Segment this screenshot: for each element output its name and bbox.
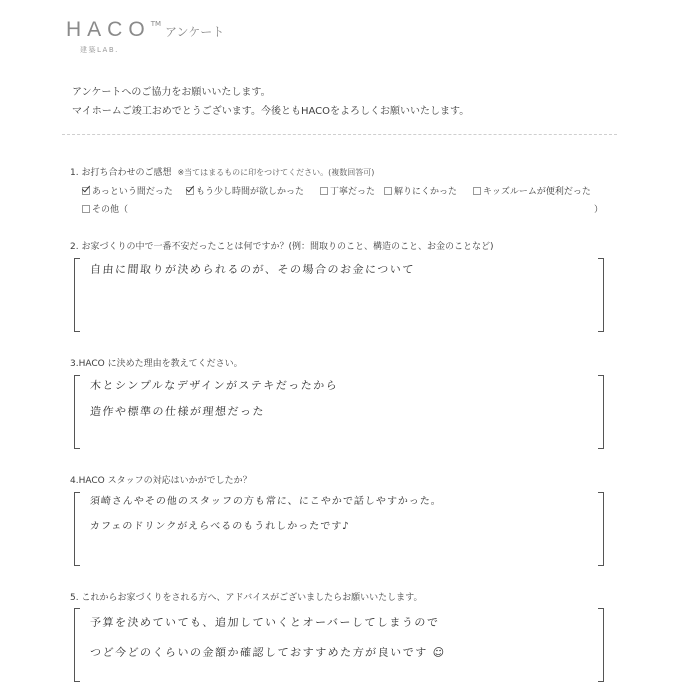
q1-option-6[interactable] [82, 202, 128, 215]
q1-note: ※当てはまるものに印をつけてください。(複数回答可) [177, 168, 375, 177]
q4-bracket-left [74, 492, 80, 566]
q3-label: 3.HACO に決めた理由を教えてください。 [70, 359, 243, 369]
logo-lab: 建築LAB. [80, 46, 119, 54]
checkbox-icon[interactable] [384, 187, 392, 195]
q5-answer-line-1[interactable]: 予算を決めていても、追加していくとオーバーしてしまうので [89, 616, 440, 629]
q1-option-2[interactable] [186, 184, 304, 197]
q2-bracket-left [74, 258, 80, 332]
q1-other-close [594, 202, 603, 215]
q4-label: 4.HACO スタッフの対応はいかがでしたか？ [70, 476, 252, 486]
q1-other-close-paren: ） [594, 205, 604, 215]
q4-bracket-right [598, 492, 604, 566]
checkbox-icon[interactable] [473, 187, 481, 195]
q1-label [70, 165, 374, 178]
q1-option-3[interactable] [320, 184, 375, 197]
q1-option-1[interactable] [82, 184, 173, 197]
q1-option-4-label: 解りにくかった [394, 187, 458, 197]
q5-bracket-right [598, 608, 604, 682]
q2-bracket-right [598, 258, 604, 332]
q5-answer-line-2[interactable]: つど今どのくらいの金額か確認しておすすめた方が良いです ☺ [89, 646, 446, 659]
q2-label: 2. お家づくりの中で一番不安だったことは何ですか？(例：間取りのこと、構造のこと、お金のことなど) [70, 242, 494, 252]
q1-option-2-label: もう少し時間が欲しかった [196, 187, 305, 197]
checkbox-checked-icon[interactable] [82, 187, 90, 195]
q1-option-4[interactable] [384, 184, 457, 197]
q5-bracket-left [74, 608, 80, 682]
checkbox-icon[interactable] [320, 187, 328, 195]
q1-option-6-label: その他（ [92, 205, 129, 215]
logo-subtitle: アンケート [165, 25, 225, 39]
logo-wordmark: HACO [66, 18, 151, 41]
divider [62, 134, 617, 135]
checkbox-checked-icon[interactable] [186, 187, 194, 195]
q1-title: 1. お打ち合わせのご感想 [70, 168, 172, 178]
q4-answer-line-2[interactable]: カフェのドリンクがえらべるのもうれしかったです♪ [89, 521, 350, 532]
haco-logo [66, 18, 225, 54]
q1-option-5-label: キッズルームが便利だった [483, 187, 591, 197]
q1-option-5[interactable] [473, 184, 591, 197]
q2-answer-line-1[interactable]: 自由に間取りが決められるのが、その場合のお金について [89, 263, 416, 276]
q5-label: 5. これからお家づくりをされる方へ、アドバイスがございましたらお願いいたします。 [70, 593, 423, 603]
q1-option-3-label: 丁寧だった [330, 187, 376, 197]
q3-answer-line-2[interactable]: 造作や標準の仕様が理想だった [89, 405, 266, 418]
q3-bracket-right [598, 375, 604, 449]
checkbox-icon[interactable] [82, 205, 90, 213]
logo-tm: TM [150, 20, 162, 28]
q3-bracket-left [74, 375, 80, 449]
intro-line-1: アンケートへのご協力をお願いいたします。 [72, 87, 271, 98]
q1-option-1-label: あっという間だった [92, 187, 173, 197]
q4-answer-line-1[interactable]: 須崎さんやその他のスタッフの方も常に、にこやかで話しやすかった。 [89, 496, 443, 507]
q3-answer-line-1[interactable]: 木とシンプルなデザインがステキだったから [89, 379, 339, 392]
intro-line-2: マイホームご竣工おめでとうございます。今後ともHACOをよろしくお願いいたします。 [72, 106, 470, 117]
